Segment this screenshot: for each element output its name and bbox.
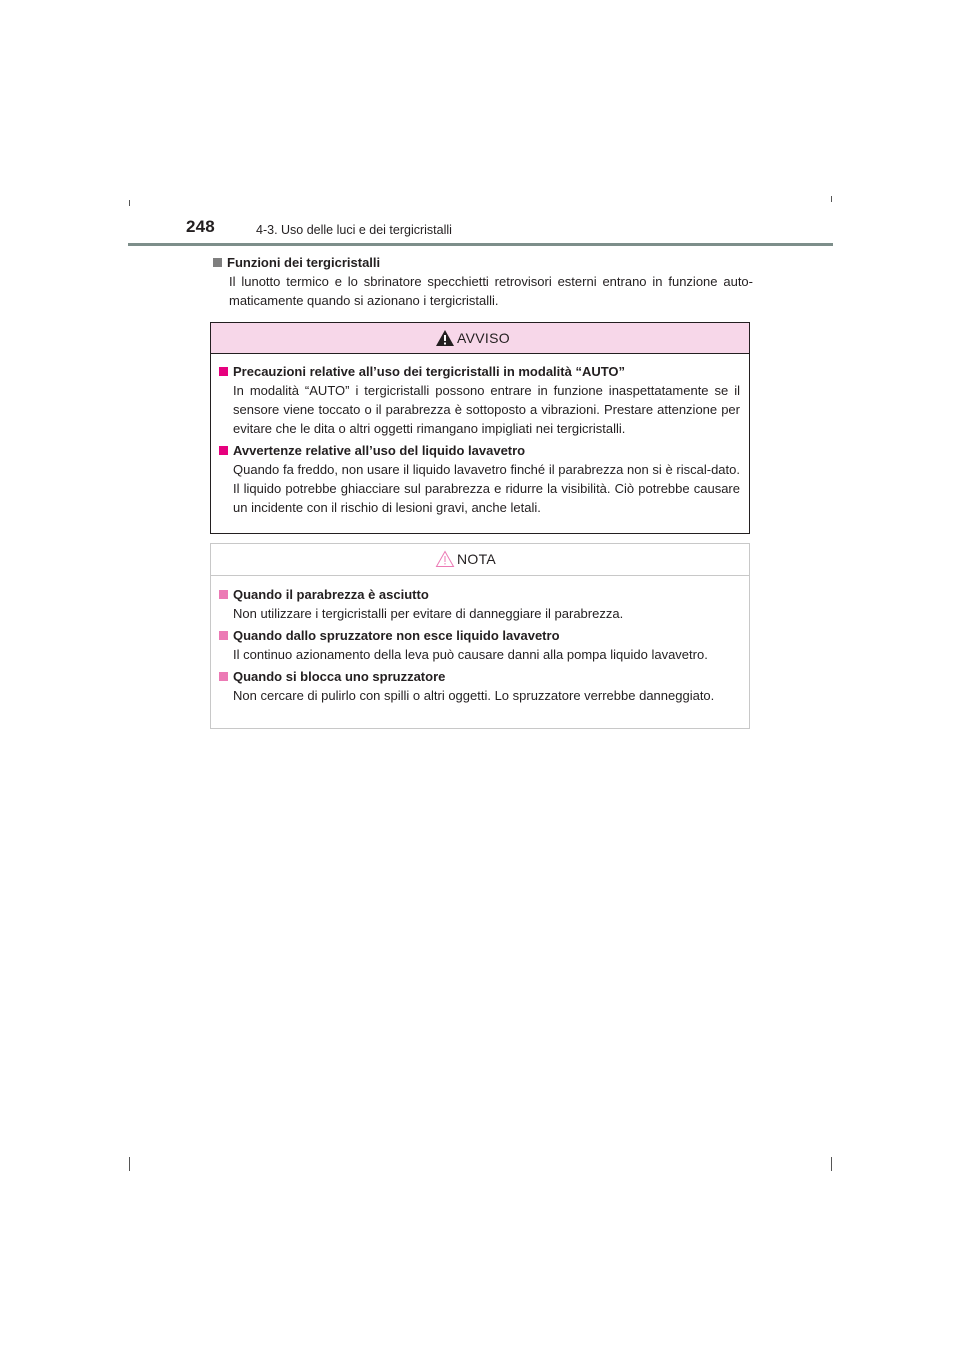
intro-heading-row bbox=[213, 253, 753, 272]
crop-mark bbox=[831, 196, 832, 202]
intro-text: Il lunotto termico e lo sbrinatore specchietti retrovisori esterni entrano in funzione auto-maticamente quando si azionano i tergicristalli. bbox=[229, 274, 753, 308]
section-title: 4-3. Uso delle luci e dei tergicristalli bbox=[256, 223, 452, 237]
note-item-heading: Quando il parabrezza è asciutto bbox=[233, 587, 429, 602]
note-item bbox=[219, 667, 740, 705]
note-header bbox=[211, 544, 749, 576]
warning-header bbox=[211, 323, 749, 354]
warning-triangle-icon bbox=[435, 329, 455, 347]
intro-section bbox=[213, 253, 753, 310]
square-bullet-icon bbox=[213, 258, 222, 267]
square-bullet-icon bbox=[219, 590, 228, 599]
note-item-heading: Quando si blocca uno spruzzatore bbox=[233, 669, 446, 684]
warning-item-text: In modalità “AUTO” i tergicristalli possono entrare in funzione inaspettatamente se il sensore viene toccato o il parabrezza è sottoposto a vibrazioni. Prestare attenzione per evitare che le dita o altri oggetti rimangano impigliati nei tergicristalli. bbox=[233, 383, 740, 436]
warning-item-heading: Precauzioni relative all’uso dei tergicristalli in modalità “AUTO” bbox=[233, 364, 626, 379]
warning-item-heading: Avvertenze relative all’uso del liquido lavavetro bbox=[233, 443, 526, 458]
page-number: 248 bbox=[186, 217, 215, 236]
warning-title: AVVISO bbox=[457, 330, 510, 346]
square-bullet-icon bbox=[219, 367, 228, 376]
header-rule bbox=[128, 243, 833, 246]
square-bullet-icon bbox=[219, 672, 228, 681]
note-item-text: Il continuo azionamento della leva può causare danni alla pompa liquido lavavetro. bbox=[233, 647, 708, 662]
note-item bbox=[219, 626, 740, 664]
caution-outline-icon bbox=[435, 550, 455, 568]
intro-heading: Funzioni dei tergicristalli bbox=[227, 255, 381, 270]
warning-item-text: Quando fa freddo, non usare il liquido lavavetro finché il parabrezza non si è riscal-dato. Il liquido potrebbe ghiacciare sul parabrezza e ridurre la visibilità. Ciò potrebbe causare un incidente con il rischio di lesioni gravi, anche letali. bbox=[233, 462, 740, 515]
note-content bbox=[211, 576, 749, 705]
warning-item bbox=[219, 441, 740, 517]
note-item-heading: Quando dallo spruzzatore non esce liquido lavavetro bbox=[233, 628, 560, 643]
square-bullet-icon bbox=[219, 631, 228, 640]
warning-content bbox=[211, 354, 749, 517]
warning-item bbox=[219, 362, 740, 438]
note-item-text: Non utilizzare i tergicristalli per evitare di danneggiare il parabrezza. bbox=[233, 606, 624, 621]
crop-mark bbox=[831, 1157, 832, 1171]
square-bullet-icon bbox=[219, 446, 228, 455]
note-box bbox=[210, 543, 750, 729]
note-title: NOTA bbox=[457, 551, 497, 567]
crop-mark bbox=[129, 200, 130, 206]
note-item bbox=[219, 585, 740, 623]
note-item-text: Non cercare di pulirlo con spilli o altri oggetti. Lo spruzzatore verrebbe danneggiato. bbox=[233, 688, 715, 703]
warning-box bbox=[210, 322, 750, 534]
crop-mark bbox=[129, 1157, 130, 1171]
